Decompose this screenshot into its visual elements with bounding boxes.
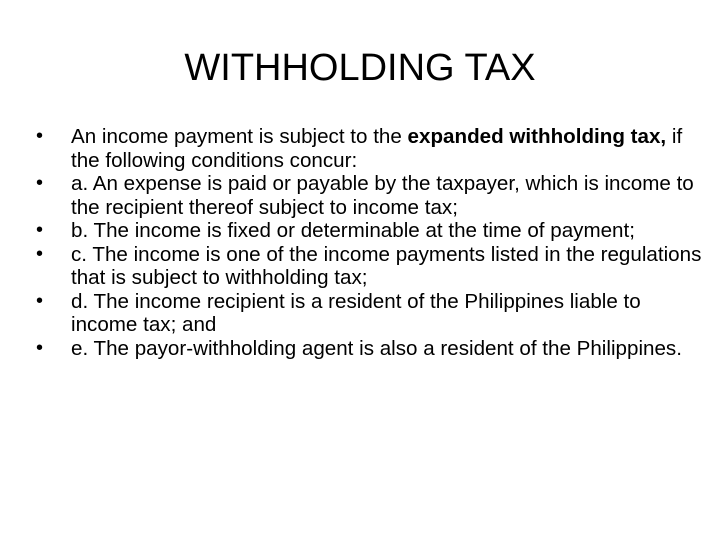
slide-title: WITHHOLDING TAX — [184, 47, 536, 89]
intro-text-suffix: if the following conditions concur: — [71, 125, 683, 172]
bullet-item-a — [36, 172, 708, 219]
bullet-icon: • — [36, 336, 44, 359]
bullet-icon: • — [36, 219, 44, 241]
bullet-icon: • — [36, 242, 44, 265]
bullet-icon: • — [36, 289, 44, 312]
bullet-icon: • — [36, 125, 44, 147]
bullet-text: c. The income is one of the income payments listed in the regulations that is subject to withholding tax; — [71, 242, 702, 289]
intro-text-prefix: An income payment is subject to the — [71, 125, 408, 148]
bullet-item-e — [36, 337, 708, 361]
bullet-item-d — [36, 290, 708, 337]
bullet-text: b. The income is fixed or determinable at the time of payment; — [71, 219, 635, 242]
bullet-item-b — [36, 219, 708, 243]
bullet-item-c — [36, 243, 708, 290]
bullet-text: e. The payor-withholding agent is also a resident of the Philippines. — [71, 336, 682, 360]
bullet-item-intro — [36, 125, 708, 172]
intro-text-bold: expanded withholding tax, — [407, 125, 667, 148]
bullet-text: d. The income recipient is a resident of the Philippines liable to income tax; and — [71, 289, 641, 336]
bullet-text: a. An expense is paid or payable by the taxpayer, which is income to the recipient thereof subject to income tax; — [71, 172, 694, 219]
bullet-icon: • — [36, 172, 44, 194]
bullet-list — [36, 125, 708, 360]
